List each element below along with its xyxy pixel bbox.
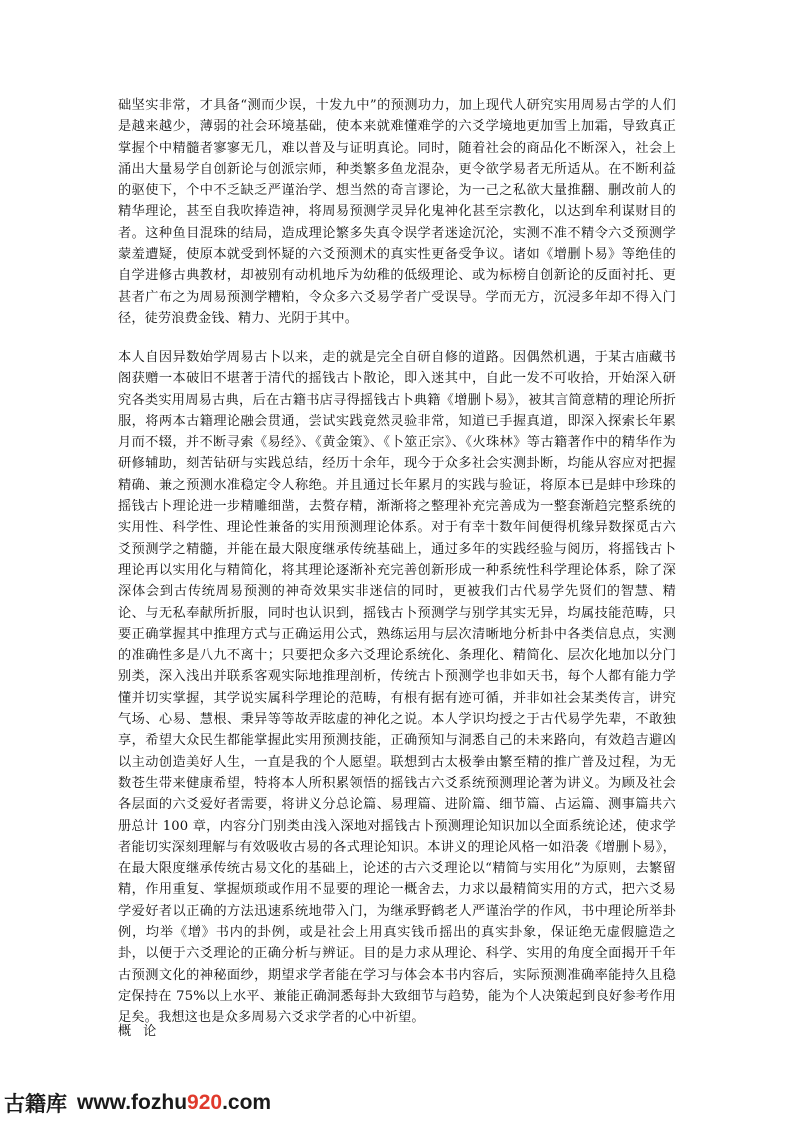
watermark-site-name: 古籍库: [4, 1093, 67, 1116]
section-heading: 概论: [118, 1024, 169, 1039]
watermark-url-suffix: .com: [222, 1091, 272, 1114]
site-watermark: [4, 1088, 271, 1118]
watermark-url-number: 920: [187, 1091, 223, 1114]
body-paragraph-2: 本人自因异数始学周易古卜以来，走的就是完全自研自修的道路。因偶然机遇，于某古庙藏书阁获赠一本破旧不堪著于清代的摇钱古卜散论，即入迷其中，自此一发不可收拾，开始深入研究各类实用周易古典，后在古籍书店寻得摇钱古卜典籍《增删卜易》，被其言简意精的理论所折服，将两本古籍理论融会贯通，尝试实践竟然灵验非常，知道已手握真道，即深入探索长年累月而不辍，并不断寻索《易经》、《黄金策》、《卜筮正宗》、《火珠林》等古籍著作中的精华作为研修辅助，刻苦钻研与实践总结，经历十余年，现今于众多社会实测卦断，均能从容应对把握精确、兼之预测水准稳定令人称绝。并且通过长年累月的实践与验证，将原本已是蚌中珍珠的摇钱古卜理论进一步精雕细凿，去赘存精，渐渐将之整理补充完善成为一整套渐趋完整系统的实用性、科学性、理论性兼备的实用预测理论体系。对于有幸十数年间便得机缘异数探觅古六爻预测学之精髓，并能在最大限度继承传统基础上，通过多年的实践经验与阅历，将摇钱古卜理论再以实用化与精简化，将其理论逐渐补充完善创新形成一种系统性科学理论体系，除了深深体会到古传统周易预测的神奇效果实非迷信的同时，更被我们古代易学先贤们的智慧、精论、与无私奉献所折服，同时也认识到，摇钱古卜预测学与别学其实无异，均属技能范畴，只要正确掌握其中推理方式与正确运用公式，熟练运用与层次清晰地分析卦中各类信息点，实测的准确性多是八九不离十；只要把众多六爻理论系统化、条理化、精简化、层次化地加以分门别类，深入浅出并联系客观实际地推理剖析，传统古卜预测学也非如天书，每个人都有能力学懂并切实掌握，其学说实属科学理论的范畴，有根有据有迹可循，并非如社会某类传言，讲究气场、心易、慧根、秉异等等故弄眩虚的神化之说。本人学识均授之于古代易学先辈，不敢独享，希望大众民生都能掌握此实用预测技能，正确预知与洞悉自己的未来路向，有效趋吉避凶以主动创造美好人生，一直是我的个人愿望。联想到古太极拳由繁至精的推广普及过程，为无数苍生带来健康希望，特将本人所积累领悟的摇钱古六爻系统预测理论著为讲义。为顾及社会各层面的六爻爱好者需要，将讲义分总论篇、易理篇、进阶篇、细节篇、占运篇、测事篇共六册总计 100 章，内容分门别类由浅入深地对摇钱古卜预测理论知识加以全面系统论述，使求学者能切实深刻理解与有效吸收古易的各式理论知识。本讲义的理论风格一如沿袭《增删卜易》，在最大限度继承传统古易文化的基础上，论述的古六爻理论以“精简与实用化”为原则，去繁留精，作用重复、掌握烦琐或作用不显要的理论一概舍去，力求以最精简实用的方式，把六爻易学爱好者以正确的方法迅速系统地带入门，为继承野鹤老人严谨治学的作风，书中理论所举卦例，均举《增》书内的卦例，或是社会上用真实钱币摇出的真实卦象，保证绝无虚假臆造之卦，以便于六爻理论的正确分析与辨证。目的是力求从理论、科学、实用的角度全面揭开千年古预测文化的神秘面纱，期望求学者能在学习与体会本书内容后，实际预测准确率能持久且稳定保持在 75%以上水平、兼能正确洞悉每卦大致细节与趋势，能为个人决策起到良好参考作用足矣。我想这也是众多周易六爻求学者的心中祈望。: [118, 350, 676, 1026]
body-paragraph-1: 础坚实非常，才具备“测而少误，十发九中”的预测功力，加上现代人研究实用周易古学的人们是越来越少，薄弱的社会环境基础，使本来就难懂难学的六爻学境地更加雪上加霜，导致真正掌握个中精髓者寥寥无几，难以普及与证明真论。同时，随着社会的商品化不断深入，社会上涌出大量易学自创新论与创派宗师，种类繁多鱼龙混杂，更令欲学易者无所适从。在不断利益的驱使下，个中不乏缺乏严谨治学、想当然的奇言谬论，为一己之私欲大量推翻、删改前人的精华理论，甚至自我吹捧造神，将周易预测学灵异化鬼神化甚至宗教化，以达到牟利谋财目的者。这种鱼目混珠的结局，造成理论繁多失真令误学者迷途沉沦，实测不准不精令六爻预测学蒙羞遭疑，使原本就受到怀疑的六爻预测术的真实性更备受争议。诸如《增删卜易》等绝佳的自学进修古典教材，却被别有动机地斥为幼稚的低级理论、或为标榜自创新论的反面衬托、更甚者广布之为周易预测学糟粕，令众多六爻易学者广受误导。学而无方，沉浸多年却不得入门径，徒劳浪费金钱、精力、光阴于其中。: [118, 98, 676, 326]
watermark-url-prefix: www.fozhu: [77, 1091, 188, 1114]
